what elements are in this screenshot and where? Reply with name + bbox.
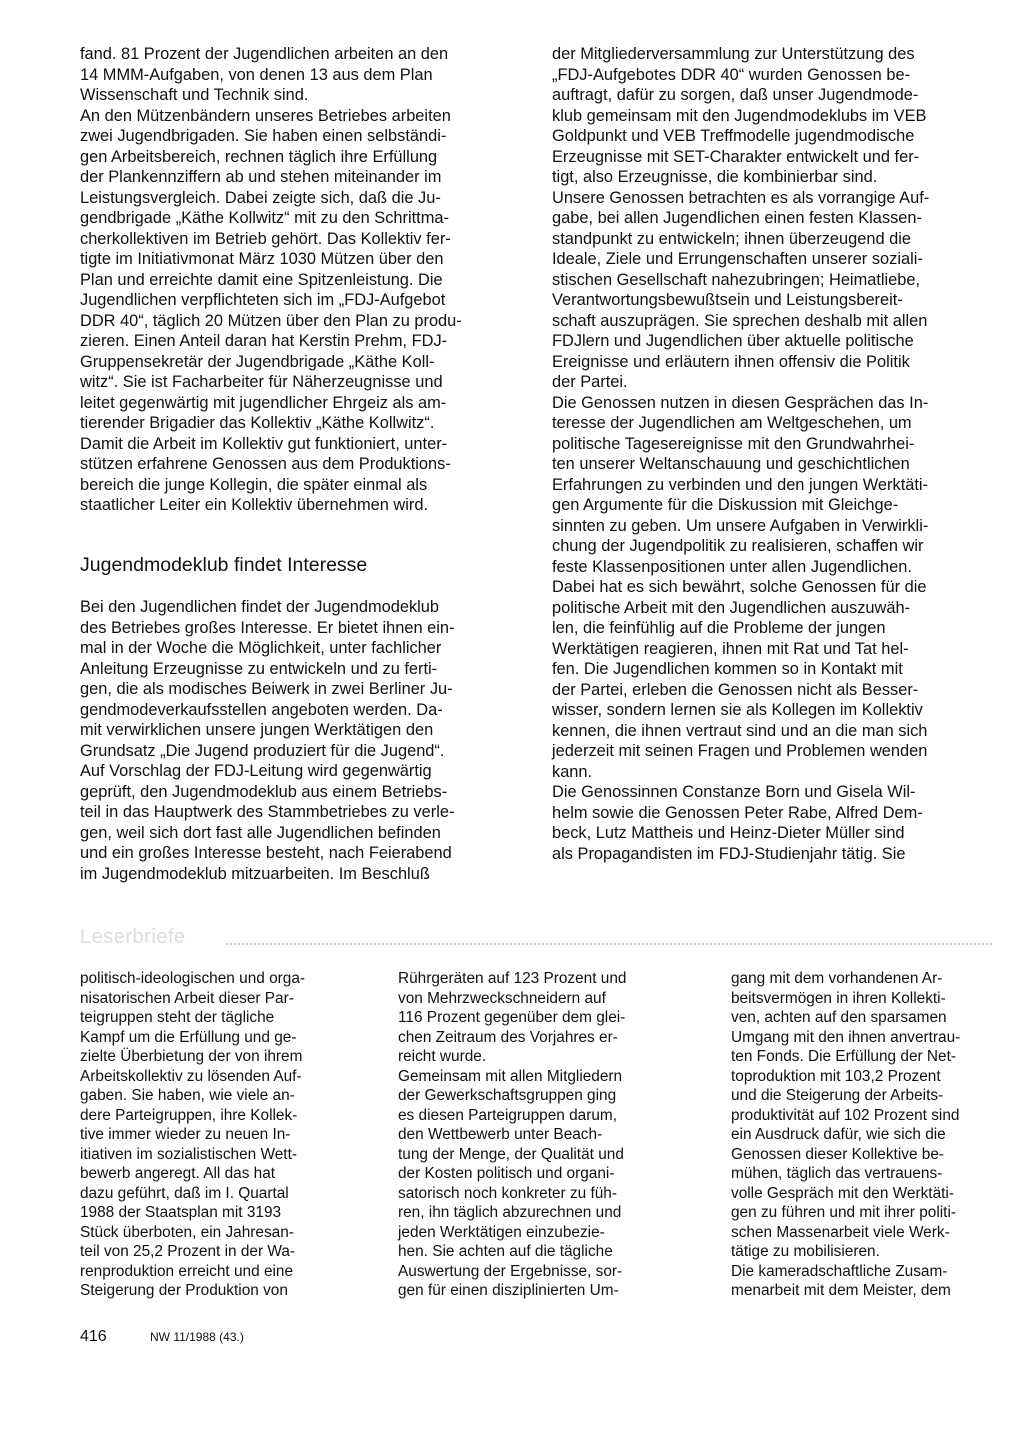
text-line: Rührgeräten auf 123 Prozent und — [398, 970, 627, 987]
text-line: ten unserer Weltanschauung und geschichtlichen — [552, 455, 910, 473]
text-line: der Partei, erleben die Genossen nicht als Besser- — [552, 680, 919, 699]
text-line: auftragt, dafür zu sorgen, daß unser Jugendmode- — [552, 86, 919, 104]
page-number: 416 — [80, 1328, 107, 1345]
text-line: ten Fonds. Die Erfüllung der Net- — [731, 1048, 956, 1065]
text-line: gabe, bei allen Jugendlichen einen festen Klassen- — [552, 209, 922, 227]
text-line: Leistungsvergleich. Dabei zeigte sich, daß die Ju- — [80, 188, 441, 207]
text-line: Umgang mit den ihnen anvertrau- — [731, 1028, 961, 1046]
text-line: tung der Menge, der Qualität und — [398, 1145, 624, 1163]
text-line: von Mehrzweckschneidern auf — [398, 989, 606, 1007]
text-line: stischen Gesellschaft nahezubringen; Heimatliebe, — [552, 270, 921, 289]
text-line: Bei den Jugendlichen findet der Jugendmodeklub — [80, 598, 440, 616]
section-divider — [226, 943, 992, 945]
text-line: im Jugendmodeklub mitzuarbeiten. Im Beschluß — [80, 864, 430, 883]
text-line: tätige zu mobilisieren. — [731, 1243, 880, 1260]
text-line: tive immer wieder zu neuen In- — [80, 1126, 291, 1143]
text-line: helm sowie die Genossen Peter Rabe, Alfred Dem- — [552, 803, 923, 822]
text-line: Steigerung der Produktion von — [80, 1282, 288, 1299]
text-line: stützen erfahrene Genossen aus dem Produktions- — [80, 455, 451, 473]
text-line: menarbeit mit dem Meister, dem — [731, 1282, 951, 1299]
text-line: Gemeinsam mit allen Mitgliedern — [398, 1067, 623, 1085]
text-line: DDR 40“, täglich 20 Mützen über den Plan zu produ- — [80, 311, 462, 330]
text-line: len, die feinfühlig auf die Probleme der jungen — [552, 619, 886, 637]
text-line: toproduktion mit 103,2 Prozent — [731, 1067, 941, 1085]
text-line: bereich die junge Kollegin, die später einmal als — [80, 475, 428, 494]
text-line: leitet gegenwärtig mit jugendlicher Ehrgeiz als am- — [80, 393, 447, 412]
text-line: witz“. Sie ist Facharbeiter für Näherzeugnisse und — [80, 373, 443, 391]
text-line: ren, ihn täglich abzurechnen und — [398, 1204, 622, 1221]
text-line: FDJlern und Jugendlichen über aktuelle politische — [552, 332, 914, 350]
text-line: mit verwirklichen unsere jungen Werktätigen den — [80, 721, 434, 739]
text-line: Jugendlichen verpflichteten sich im „FDJ-Aufgebot — [80, 291, 446, 309]
upper-left-column-part2 — [80, 597, 520, 884]
text-line: itiativen im sozialistischen Wett- — [80, 1145, 297, 1163]
text-line: gen Arbeitsbereich, rechnen täglich ihre Erfüllung — [80, 147, 438, 166]
text-line: Stück überboten, ein Jahresan- — [80, 1223, 294, 1241]
text-line: „FDJ-Aufgebotes DDR 40“ wurden Genossen be- — [552, 65, 911, 84]
text-line: jeden Werktätigen einzubezie- — [398, 1223, 605, 1241]
text-line: schen Massenarbeit viele Werk- — [731, 1223, 950, 1241]
text-line: Werktätigen reagieren, ihnen mit Rat und Tat hel- — [552, 639, 909, 658]
upper-left-column-part1 — [80, 44, 520, 516]
text-line: politische Tagesereignisse mit den Grundwahrhei- — [552, 434, 915, 453]
text-line: 116 Prozent gegenüber dem glei- — [398, 1009, 626, 1026]
text-line: kennen, die ihnen vertraut sind und an die man sich — [552, 721, 928, 740]
text-line: und die Steigerung der Arbeits- — [731, 1087, 944, 1104]
text-line: volle Gespräch mit den Werktäti- — [731, 1184, 954, 1202]
text-line: Ereignisse und erläutern ihnen offensiv die Politik — [552, 352, 910, 371]
text-line: zwei Jugendbrigaden. Sie haben einen selbständi- — [80, 127, 447, 145]
text-line: ven, achten auf den sparsamen — [731, 1009, 947, 1026]
text-line: produktivität auf 102 Prozent sind — [731, 1106, 960, 1124]
text-line: der Plankennziffern ab und stehen miteinander im — [80, 168, 442, 186]
text-line: zielte Überbietung der von ihrem — [80, 1048, 303, 1065]
text-line: Genossen dieser Kollektive be- — [731, 1145, 945, 1163]
text-line: geprüft, den Jugendmodeklub aus einem Betriebs- — [80, 782, 448, 801]
text-line: Die Genossinnen Constanze Born und Gisela Wil- — [552, 783, 916, 801]
text-line: schaft auszuprägen. Sie sprechen deshalb mit allen — [552, 311, 928, 330]
text-line: beitsvermögen in ihren Kollekti- — [731, 989, 946, 1007]
text-line: tigt, also Erzeugnisse, die kombinierbar sind. — [552, 168, 878, 186]
text-line: teil von 25,2 Prozent in der Wa- — [80, 1243, 296, 1260]
text-line: mühen, täglich das vertrauens- — [731, 1165, 943, 1182]
text-line: Erfahrungen zu verbinden und den jungen Werktäti- — [552, 475, 929, 494]
text-line: als Propagandisten im FDJ-Studienjahr tätig. Sie — [552, 844, 906, 863]
text-line: tigte im Initiativmonat März 1030 Mützen über den — [80, 250, 444, 268]
text-line: der Gewerkschaftsgruppen ging — [398, 1087, 617, 1104]
text-line: Wissenschaft und Technik sind. — [80, 86, 309, 104]
text-line: Grundsatz „Die Jugend produziert für die Jugend“. — [80, 741, 445, 760]
text-line: chen Zeitraum des Vorjahres er- — [398, 1028, 618, 1046]
text-line: 14 MMM-Aufgaben, von denen 13 aus dem Plan — [80, 65, 433, 84]
text-line: kann. — [552, 762, 593, 781]
text-line: renproduktion erreicht und eine — [80, 1262, 294, 1280]
text-line: Unsere Genossen betrachten es als vorrangige Auf- — [552, 188, 930, 207]
text-line: Auswertung der Ergebnisse, sor- — [398, 1262, 623, 1280]
text-line: An den Mützenbändern unseres Betriebes arbeiten — [80, 106, 451, 125]
text-line: fand. 81 Prozent der Jugendlichen arbeiten an den — [80, 45, 449, 63]
text-line: dere Parteigruppen, ihre Kollek- — [80, 1106, 298, 1124]
text-line: der Partei. — [552, 373, 628, 391]
text-line: Gruppensekretär der Jugendbrigade „Käthe Koll- — [80, 352, 435, 371]
text-line: zieren. Einen Anteil daran hat Kerstin Prehm, FDJ- — [80, 332, 448, 350]
text-line: Dabei hat es sich bewährt, solche Genossen für die — [552, 578, 927, 596]
text-line: gen, weil sich dort fast alle Jugendlichen befinden — [80, 823, 441, 842]
text-line: den Wettbewerb unter Beach- — [398, 1126, 603, 1143]
text-line: cherkollektiven im Betrieb gehört. Das Kollektiv fer- — [80, 229, 451, 248]
lower-column-2 — [398, 969, 698, 1301]
text-line: Goldpunkt und VEB Treffmodelle jugendmodische — [552, 127, 915, 145]
text-line: jederzeit mit seinen Fragen und Problemen wenden — [552, 742, 928, 760]
text-line: gendbrigade „Käthe Kollwitz“ mit zu den Schrittma- — [80, 209, 449, 227]
text-line: Verantwortungsbewußtsein und Leistungsbereit- — [552, 291, 903, 309]
text-line: Die Genossen nutzen in diesen Gesprächen das In- — [552, 393, 929, 412]
text-line: und ein großes Interesse besteht, nach Feierabend — [80, 844, 452, 862]
text-line: Auf Vorschlag der FDJ-Leitung wird gegenwärtig — [80, 762, 432, 780]
text-line: dazu geführt, daß im I. Quartal — [80, 1184, 289, 1202]
text-line: wisser, sondern lernen sie als Kollegen im Kollektiv — [552, 701, 923, 719]
text-line: ein Ausdruck dafür, wie sich die — [731, 1126, 946, 1143]
text-line: teigruppen steht der tägliche — [80, 1009, 275, 1026]
text-line: gen, die als modisches Beiwerk in zwei Berliner Ju- — [80, 680, 453, 698]
text-line: politische Arbeit mit den Jugendlichen auszuwäh- — [552, 598, 911, 617]
text-line: des Betriebes großes Interesse. Er bietet ihnen ein- — [80, 618, 455, 637]
text-line: Die kameradschaftliche Zusam- — [731, 1262, 948, 1280]
text-line: gen für einen disziplinierten Um- — [398, 1282, 619, 1299]
text-line: mal in der Woche die Möglichkeit, unter fachlicher — [80, 639, 442, 657]
text-line: Kampf um die Erfüllung und ge- — [80, 1028, 297, 1046]
text-line: staatlicher Leiter ein Kollektiv übernehmen wird. — [80, 496, 429, 514]
text-line: der Kosten politisch und organi- — [398, 1165, 615, 1182]
text-line: gen zu führen und mit ihrer politi- — [731, 1204, 956, 1221]
text-line: Damit die Arbeit im Kollektiv gut funktioniert, unter- — [80, 434, 448, 453]
section-heading: Jugendmodeklub findet Interesse — [80, 554, 368, 576]
text-line: der Mitgliederversammlung zur Unterstützung des — [552, 45, 915, 63]
text-line: Arbeitskollektiv zu lösenden Auf- — [80, 1067, 302, 1085]
text-line: klub gemeinsam mit den Jugendmodeklubs im VEB — [552, 106, 927, 125]
text-line: Ideale, Ziele und Errungenschaften unserer soziali- — [552, 250, 923, 268]
text-line: teil in das Hauptwerk des Stammbetriebes zu verle- — [80, 803, 455, 821]
text-line: feste Klassenpositionen unter allen Jugendlichen. — [552, 557, 912, 576]
text-line: teresse der Jugendlichen am Weltgeschehen, um — [552, 414, 912, 432]
text-line: gang mit dem vorhandenen Ar- — [731, 970, 943, 987]
text-line: politisch-ideologischen und orga- — [80, 970, 306, 987]
text-line: bewerb angeregt. All das hat — [80, 1165, 276, 1182]
text-line: satorisch noch konkreter zu füh- — [398, 1184, 617, 1202]
text-line: gendmodeverkaufsstellen angeboten werden. Da- — [80, 700, 443, 719]
text-line: Erzeugnisse mit SET-Charakter entwickelt und fer- — [552, 147, 920, 166]
section-label-leserbriefe: Leserbriefe — [80, 926, 186, 948]
upper-right-column — [552, 44, 992, 864]
text-line: fen. Die Jugendlichen kommen so in Kontakt mit — [552, 660, 903, 678]
text-line: reicht wurde. — [398, 1048, 487, 1065]
text-line: Plan und erreichte damit eine Spitzenleistung. Die — [80, 270, 443, 289]
text-line: beck, Lutz Mattheis und Heinz-Dieter Müller sind — [552, 824, 905, 842]
text-line: hen. Sie achten auf die tägliche — [398, 1243, 613, 1260]
text-line: 1988 der Staatsplan mit 3193 — [80, 1204, 282, 1221]
lower-column-1 — [80, 969, 380, 1301]
lower-column-3 — [731, 969, 996, 1301]
text-line: gaben. Sie haben, wie viele an- — [80, 1087, 295, 1104]
issue-label: NW 11/1988 (43.) — [150, 1330, 244, 1344]
text-line: tierender Brigadier das Kollektiv „Käthe Kollwitz“. — [80, 414, 435, 432]
text-line: gen Argumente für die Diskussion mit Gleichge- — [552, 496, 899, 514]
text-line: es diesen Parteigruppen darum, — [398, 1106, 618, 1124]
text-line: standpunkt zu entwickeln; ihnen überzeugend die — [552, 229, 912, 248]
text-line: nisatorischen Arbeit dieser Par- — [80, 989, 294, 1007]
text-line: chung der Jugendpolitik zu realisieren, schaffen wir — [552, 537, 924, 555]
text-line: Anleitung Erzeugnisse zu entwickeln und zu ferti- — [80, 659, 438, 678]
text-line: sinnten zu geben. Um unsere Aufgaben in Verwirkli- — [552, 516, 929, 535]
